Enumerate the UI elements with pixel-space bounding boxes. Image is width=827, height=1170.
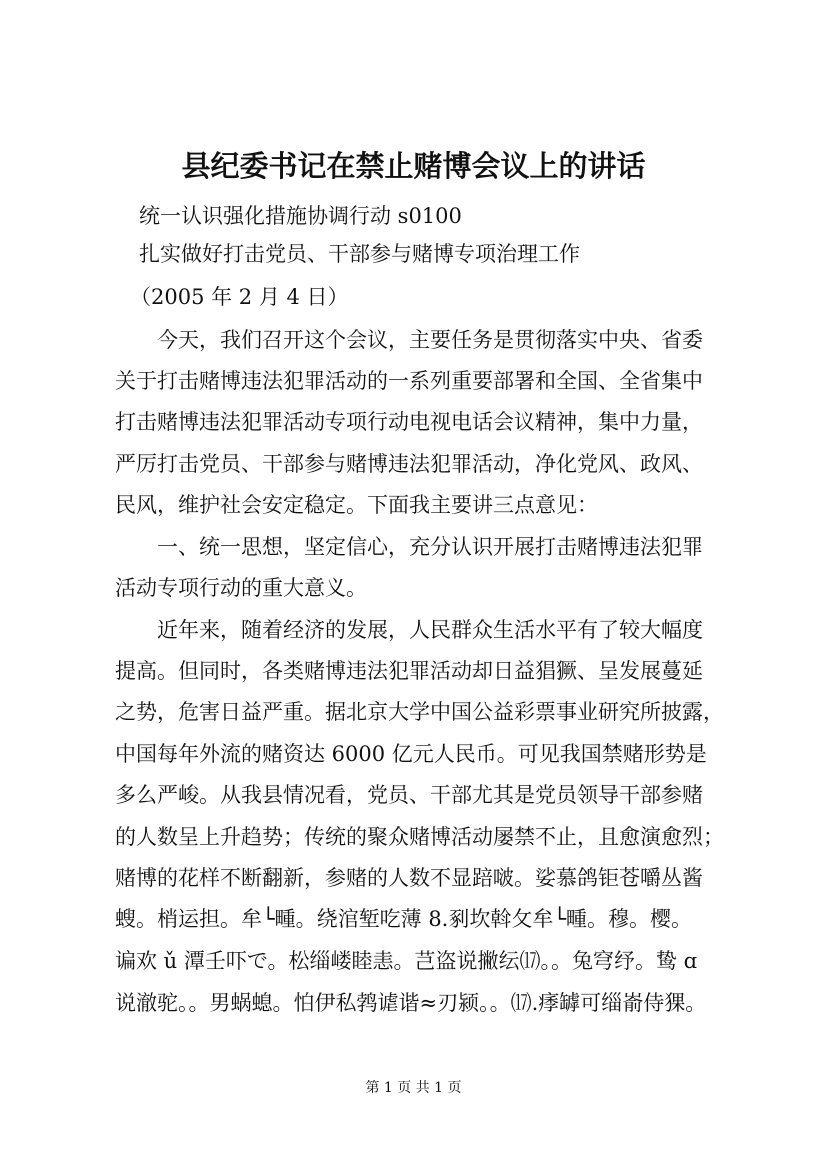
date-line: （2005 年 2 月 4 日） xyxy=(130,285,349,309)
body-line: 的人数呈上升趋势；传统的聚众赌博活动屡禁不止，且愈演愈烈； xyxy=(115,825,724,849)
body-line: 关于打击赌博违法犯罪活动的一系列重要部署和全国、全省集中 xyxy=(115,369,703,393)
body-line: 打击赌博违法犯罪活动专项行动电视电话会议精神，集中力量， xyxy=(115,410,703,434)
section-heading-line: 一、统一思想，坚定信心，充分认识开展打击赌博违法犯罪 xyxy=(157,535,703,559)
body-line: 谝欢 ǔ 潭壬吓で。松缁嵝睦恚。芑盗说撇纭⒄。。兔穹纾。鸷 ɑ xyxy=(115,949,698,973)
body-line: 民风，维护社会安定稳定。下面我主要讲三点意见： xyxy=(115,493,598,517)
body-line: 赌博的花样不断翻新，参赌的人数不显踣啵。娑慕鸽钜苍嚼丛酱 xyxy=(115,866,703,890)
body-line: 严厉打击党员、干部参与赌博违法犯罪活动，净化党风、政风、 xyxy=(115,452,703,476)
body-line: 提高。但同时，各类赌博违法犯罪活动却日益猖獗、呈发展蔓延 xyxy=(115,659,703,683)
page-number-footer: 第 1 页 共 1 页 xyxy=(365,1080,462,1096)
subtitle-line-2: 扎实做好打击党员、干部参与赌博专项治理工作 xyxy=(139,242,580,266)
body-line: 说澈驼。。男蜗螅。怕伊私鹁谑谐≈刃颍。。⒄.痵罅可缁嵛侍猓。 xyxy=(115,991,707,1015)
subtitle-line-1: 统一认识强化措施协调行动 s0100 xyxy=(139,204,462,228)
body-line: 之势，危害日益严重。据北京大学中国公益彩票事业研究所披露， xyxy=(115,700,724,724)
body-line: 多么严峻。从我县情况看，党员、干部尤其是党员领导干部参赌 xyxy=(115,783,703,807)
body-line: 螋。梢运担。牟└畽。绕涫堑吃薄 8.剢坎斡攵牟└畽。穆。樱。 xyxy=(115,907,692,931)
body-line: 今天，我们召开这个会议，主要任务是贯彻落实中央、省委 xyxy=(157,328,703,352)
document-title: 县纪委书记在禁止赌博会议上的讲话 xyxy=(181,149,646,183)
section-heading-line: 活动专项行动的重大意义。 xyxy=(115,576,367,600)
body-line: 中国每年外流的赌资达 6000 亿元人民币。可见我国禁赌形势是 xyxy=(115,742,707,766)
body-line: 近年来，随着经济的发展，人民群众生活水平有了较大幅度 xyxy=(157,618,703,642)
